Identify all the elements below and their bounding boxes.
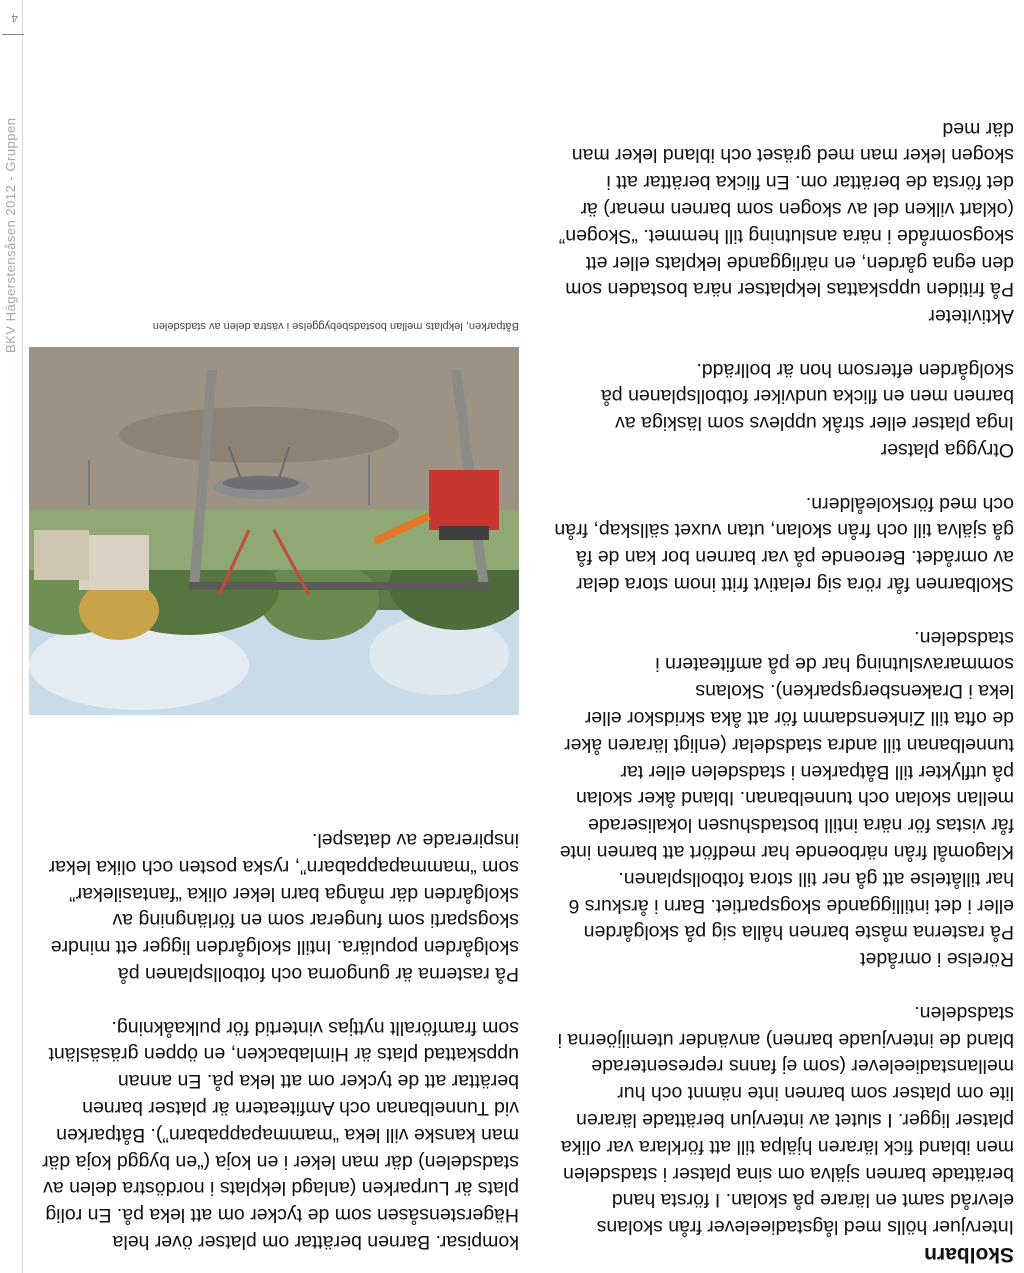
heading-rorelse: Rörelse i området — [860, 948, 1014, 971]
left-column — [554, 115, 1014, 1267]
right-column — [29, 320, 519, 1255]
heading-otrygga: Otrygga platser — [880, 439, 1014, 462]
text-aktiviteter: På fritiden uppskattas lekplatser nära bostaden som den egna gården, en närliggande lekplats eller ett skogsområde i nära anslutning till hemmet. “Skogen” (oklart vilken del av skogen som barnen menar) är det första de berättar om. En flicka berättar att i skogen leker man med gräset och ibland leker man där med — [558, 117, 1014, 301]
photo-caption: Båtparken, lekplats mellan bostadsbebyggelse i västra delen av stadsdelen — [152, 320, 519, 332]
section-otrygga — [554, 356, 1014, 463]
section-skolbarn — [554, 999, 1014, 1267]
paragraph-skolbarnen: Skolbarnen får röra sig relativt fritt inom stora delar av området. Beroende på var barnen bor kan de få gå själva till och från skolan, utan vuxet sällskap, från och med förskoleåldern. — [554, 492, 1014, 596]
paragraph-kompisar: kompisar. Barnen berättar om platser över hela Hägerstensåsen som de tycker om att leka på. En rolig plats är Lurparken (anlagd lekplats i nordöstra delen av stadsdelen) där man leker i en koja (“en byggd koja där man kanske vill leka “mammapappabarn”). Båtparken vid Tunnelbanan och Amfiteatern är platser barnen berättar att de tycker om att leka på. En annan uppskattad plats är Himlabacken, en öppen gräsäslänt som framförallt nyttjas vintertid för pulkaåkning. — [42, 1016, 519, 1253]
section-aktiviteter — [554, 115, 1014, 329]
heading-aktiviteter: Aktiviteter — [928, 305, 1014, 328]
playground-illustration — [29, 347, 519, 715]
text-rorelse: På rasterna måste barnen hålla sig på skolgården eller i det intilliggande skogspartiet. Barn i årskurs 6 har tillåtelse att gå ner till stora fotbollsplanen. Klagomål från närboende har medfört att barnen inte får vistas för nära intill bostadshusen lokaliserade mellan skolan och tunnelbanan. Ibland åker skolan på utflykter till Båtparken i stadsdelen eller tar tunnelbanan till andra stadsdelar (enligt läraren åker de ofta till Zinkensdamm för att åka skridskor eller leka i Drakensbergsparken). Skolans sommaravslutning har de på amfiteatern i stadsdelen. — [559, 626, 1014, 944]
page-number: 4 — [11, 11, 18, 25]
text-otrygga: Inga platser eller stråk upplevs som läskiga av barnen men en flicka undviker fotbollsplanen på skolgården eftersom hon är bollrädd. — [600, 358, 1014, 435]
playground-photo — [29, 347, 519, 715]
page-number-rule — [2, 34, 24, 35]
heading-skolbarn: Skolbarn — [924, 1243, 1014, 1266]
paragraph-rasterna: På rasterna är gungorna och fotbollsplanen på skolgården populära. Intill skolgården ligger ett mindre skogsparti som fungerar som en förlängning av skolgården där många barn leker olika “fantasilekar” som “mammapappabarn”, ryska posten och olika lekar inspirerade av dataspel. — [48, 829, 519, 986]
running-title: BKV Hägerstensåsen 2012 - Gruppen — [3, 117, 18, 353]
text-skolbarn: Intervjuer hölls med lågstadieelever från skolans elevråd samt en lärare på skolan. I första hand berättade barnen själva om sina platser i stadsdelen men ibland fick läraren hjälpa till att förklara var olika platser ligger. I slutet av intervjun berättade läraren lite om platser som barnen inte nämnt och hur mellanstadieelever (som ej fanns representerade bland de intervjuade barnen) använder utemiljöerna i stadsdelen. — [557, 1001, 1014, 1239]
section-rorelse — [554, 624, 1014, 972]
photo-figure — [29, 320, 519, 715]
